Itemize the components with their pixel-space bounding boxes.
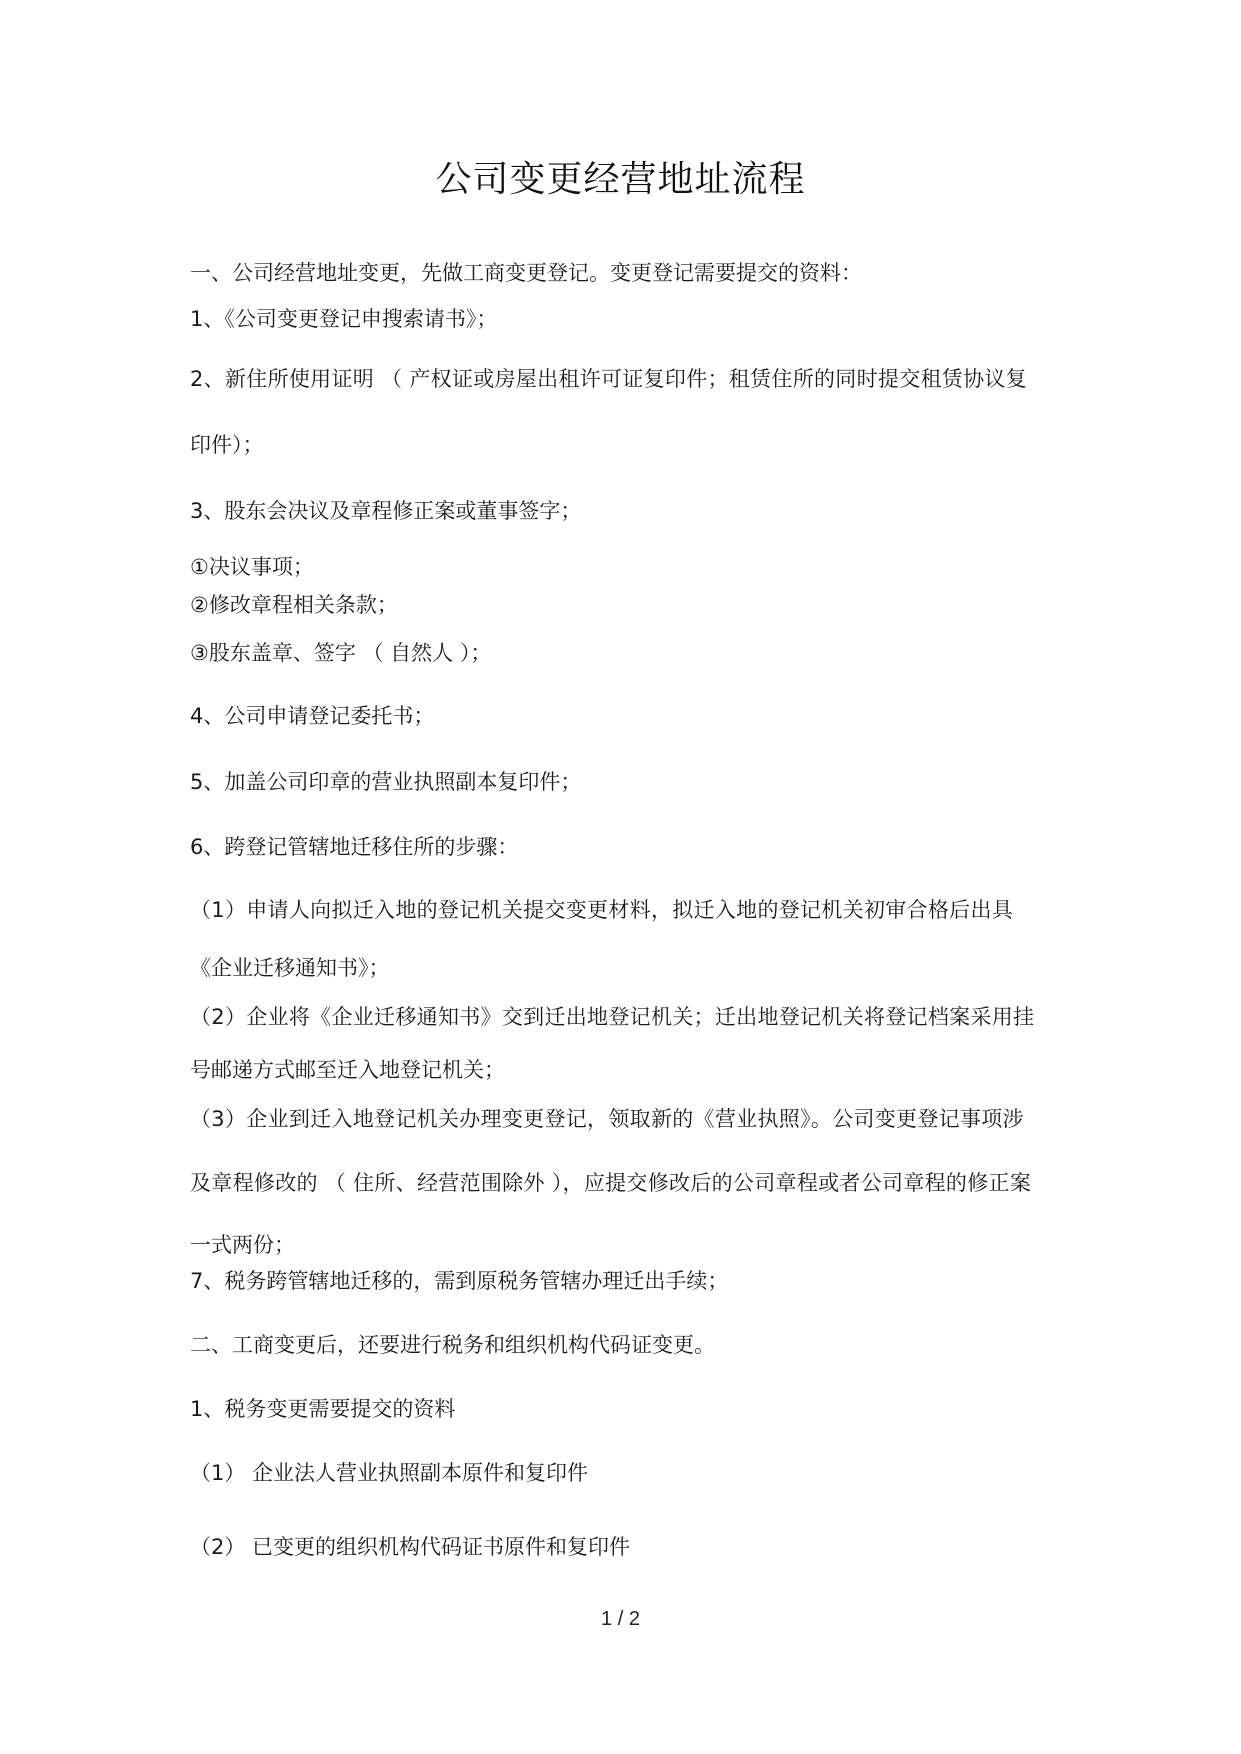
list-item: 6、跨登记管辖地迁移住所的步骤： — [190, 835, 519, 859]
section-heading: 二、工商变更后，还要进行税务和组织机构代码证变更。 — [190, 1333, 715, 1357]
list-item: 1、《公司变更登记申搜索请书》； — [190, 307, 498, 331]
sub-item: ③股东盖章、签字 （ 自然人 ）； — [190, 641, 492, 665]
sub-item: ②修改章程相关条款； — [190, 593, 398, 617]
step-item: （3）企业到迁入地登记机关办理变更登记，领取新的《营业执照》。公司变更登记事项涉 — [190, 1107, 1024, 1131]
step-item: （1） 企业法人营业执照副本原件和复印件 — [190, 1461, 589, 1485]
step-item-continuation: 《企业迁移通知书》； — [190, 956, 390, 980]
list-item: 5、加盖公司印章的营业执照副本复印件； — [190, 770, 582, 794]
step-item-continuation: 及章程修改的 （ 住所、经营范围除外 ），应提交修改后的公司章程或者公司章程的修正案 — [190, 1171, 1032, 1195]
list-item-continuation: 印件）； — [190, 433, 264, 457]
step-item: （2） 已变更的组织机构代码证书原件和复印件 — [190, 1535, 631, 1559]
list-item: 2、新住所使用证明 （ 产权证或房屋出租许可证复印件；租赁住所的同时提交租赁协议复 — [190, 367, 1028, 391]
page-number: 1 / 2 — [601, 1608, 640, 1630]
step-item-continuation: 号邮递方式邮至迁入地登记机关； — [190, 1058, 505, 1082]
step-item-continuation: 一式两份； — [190, 1233, 295, 1257]
list-item: 4、公司申请登记委托书； — [190, 704, 435, 728]
step-item: （2）企业将《企业迁移通知书》交到迁出地登记机关；迁出地登记机关将登记档案采用挂 — [190, 1005, 1035, 1029]
document-title: 公司变更经营地址流程 — [435, 159, 806, 200]
sub-item: ①决议事项； — [190, 555, 314, 579]
list-item: 7、税务跨管辖地迁移的，需到原税务管辖办理迁出手续； — [190, 1269, 729, 1293]
list-item: 3、股东会决议及章程修正案或董事签字； — [190, 499, 582, 523]
section-heading: 一、公司经营地址变更，先做工商变更登记。变更登记需要提交的资料： — [190, 261, 862, 285]
step-item: （1）申请人向拟迁入地的登记机关提交变更材料，拟迁入地的登记机关初审合格后出具 — [190, 898, 1014, 922]
list-item: 1、税务变更需要提交的资料 — [190, 1397, 456, 1421]
